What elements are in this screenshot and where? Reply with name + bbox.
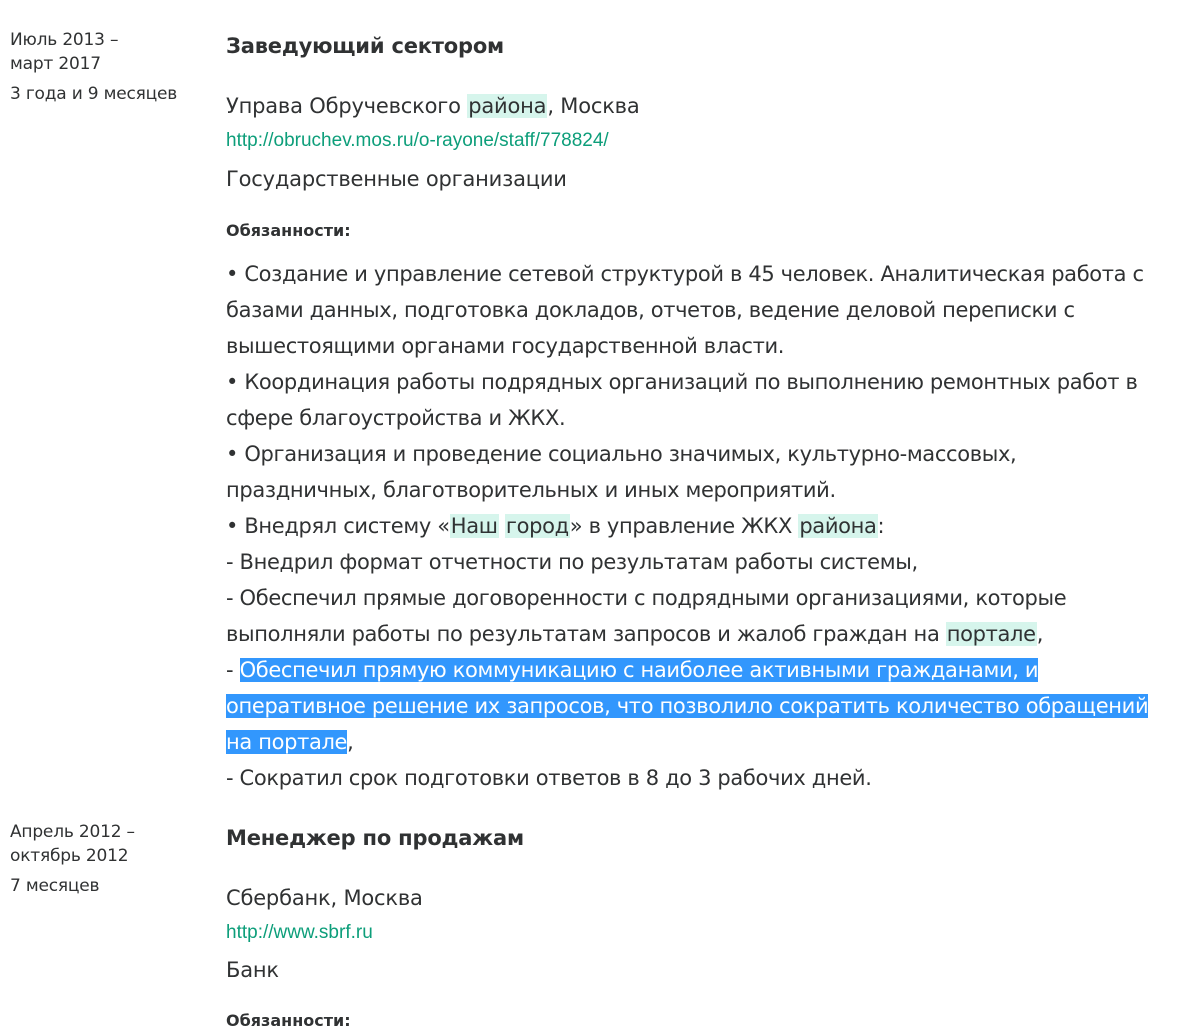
duty-line xyxy=(226,688,1148,724)
period-end: октябрь 2012 xyxy=(10,846,129,866)
duty-line: - Сократил срок подготовки ответов в 8 до 3 рабочих дней. xyxy=(226,766,872,790)
period-end: март 2017 xyxy=(10,54,101,74)
search-highlight: района xyxy=(468,94,547,118)
duty-line: выполняли работы по результатам запросов и жалоб граждан на портале, xyxy=(226,622,1044,646)
duty-line: на портале, xyxy=(226,730,354,754)
duty-line: - Внедрил формат отчетности по результатам работы системы, xyxy=(226,550,918,574)
duty-line: вышестоящими органами государственной власти. xyxy=(226,334,785,358)
company-name: Управа Обручевского района, Москва xyxy=(226,94,640,118)
duty-line: • Организация и проведение социально значимых, культурно-массовых, xyxy=(226,442,1017,466)
duty-line: - Обеспечил прямую коммуникацию с наиболее активными гражданами, и xyxy=(226,658,1039,682)
company-name: Сбербанк, Москва xyxy=(226,886,423,910)
search-highlight: портале xyxy=(946,622,1036,646)
duty-line: сфере благоустройства и ЖКХ. xyxy=(226,406,566,430)
period-duration: 3 года и 9 месяцев xyxy=(10,84,178,104)
duty-line: праздничных, благотворительных и иных мероприятий. xyxy=(226,478,836,502)
company-industry: Банк xyxy=(226,958,279,982)
period-duration: 7 месяцев xyxy=(10,876,100,896)
duty-line: • Координация работы подрядных организаций по выполнению ремонтных работ в xyxy=(226,370,1138,394)
search-highlight: района xyxy=(799,514,877,538)
duty-line: • Внедрял систему «Наш город» в управление ЖКХ района: xyxy=(226,514,885,538)
period-start: Июль 2013 – xyxy=(10,30,119,50)
search-highlight: Наш xyxy=(450,514,498,538)
company-website-link[interactable]: http://obruchev.mos.ru/o-rayone/staff/778824/ xyxy=(226,130,609,151)
experience-period xyxy=(10,28,210,106)
company-industry: Государственные организации xyxy=(226,167,567,191)
duties-label: Обязанности: xyxy=(226,1011,351,1030)
period-start: Апрель 2012 – xyxy=(10,822,135,842)
duty-line: базами данных, подготовка докладов, отчетов, ведение деловой переписки с xyxy=(226,298,1075,322)
selected-text: оперативное решение их запросов, что позволило сократить количество обращений xyxy=(226,694,1149,718)
search-highlight: город xyxy=(505,514,569,538)
duty-line: - Обеспечил прямые договоренности с подрядными организациями, которые xyxy=(226,586,1067,610)
position-title: Заведующий сектором xyxy=(226,34,505,58)
duties-description xyxy=(226,256,1148,796)
position-title: Менеджер по продажам xyxy=(226,826,524,850)
experience-period xyxy=(10,820,210,898)
company-website-link[interactable]: http://www.sbrf.ru xyxy=(226,922,373,943)
duties-label: Обязанности: xyxy=(226,221,351,240)
selected-text: Обеспечил прямую коммуникацию с наиболее активными гражданами, и xyxy=(239,658,1039,682)
selected-text: на портале xyxy=(226,730,348,754)
duty-line: • Создание и управление сетевой структурой в 45 человек. Аналитическая работа с xyxy=(226,262,1144,286)
